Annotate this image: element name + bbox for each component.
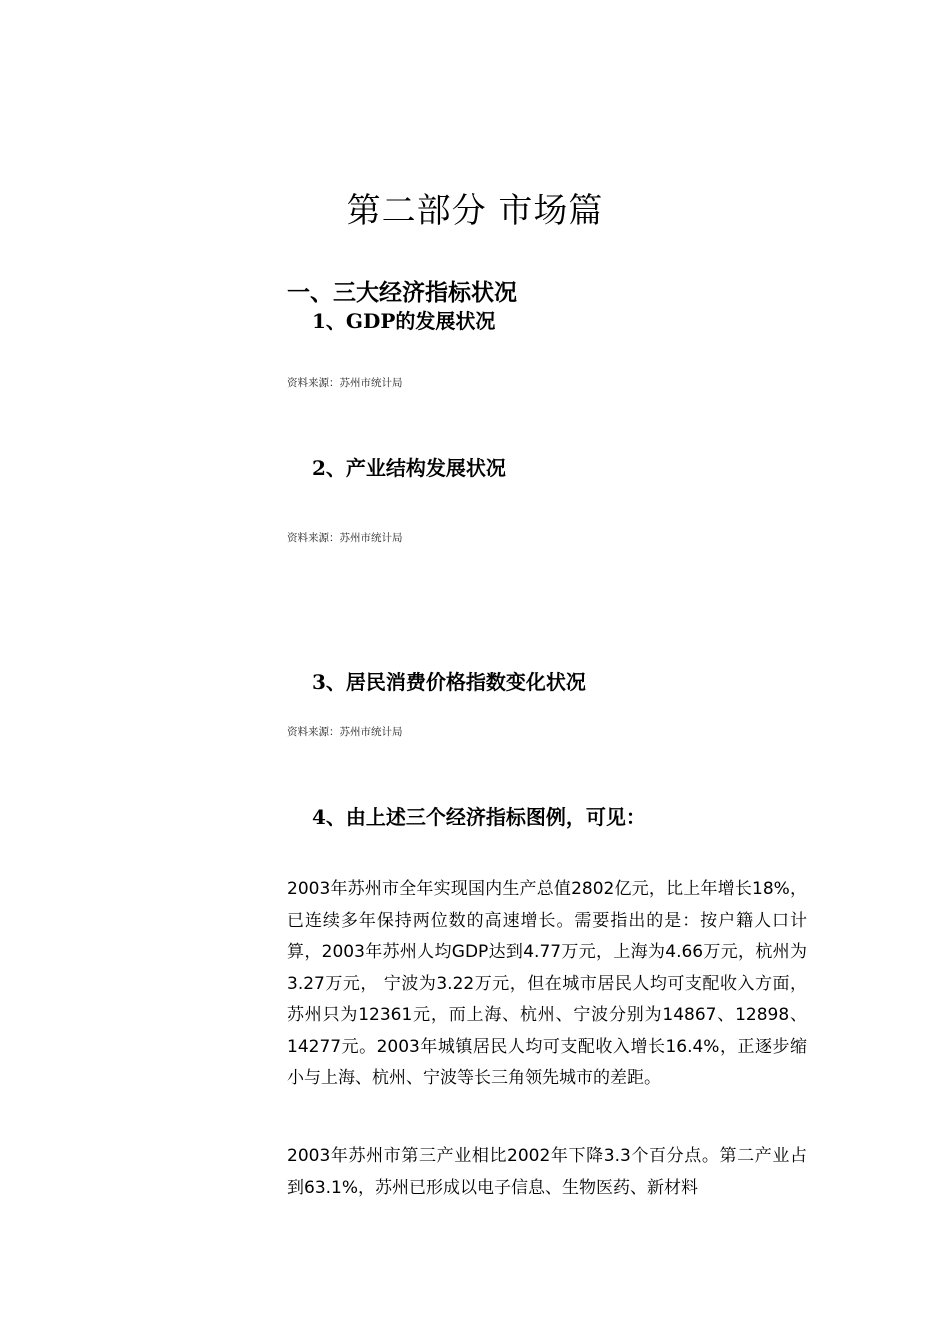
source-note-industry-structure: 资料来源：苏州市统计局 <box>287 532 403 544</box>
subsection-heading-industry-structure: 2、产业结构发展状况 <box>312 456 506 480</box>
paragraph-gdp-analysis: 2003年苏州市全年实现国内生产总值2802亿元，比上年增长18%，已连续多年保持两位数的高速增长。需要指出的是：按户籍人口计算，2003年苏州人均GDP达到4.77万元，上海为4.66万元，杭州为3.27万元， 宁波为3.22万元，但在城市居民人均可支配收入方面，苏州只为12361元，而上海、杭州、宁波分别为14867、12898、14277元。2003年城镇居民人均可支配收入增长16.4%，正逐步缩小与上海、杭州、宁波等长三角领先城市的差距。 <box>287 879 807 1088</box>
source-note-cpi: 资料来源：苏州市统计局 <box>287 726 403 738</box>
subsection-heading-gdp: 1、GDP的发展状况 <box>312 309 496 333</box>
source-note-gdp: 资料来源：苏州市统计局 <box>287 377 403 389</box>
subsection-heading-cpi: 3、居民消费价格指数变化状况 <box>312 670 586 694</box>
section-heading-economic-indicators: 一、三大经济指标状况 <box>287 279 517 306</box>
paragraph-industry-analysis: 2003年苏州市第三产业相比2002年下降3.3个百分点。第二产业占到63.1%，苏州已形成以电子信息、生物医药、新材料 <box>287 1146 807 1198</box>
page-title: 第二部分 市场篇 <box>346 191 604 231</box>
subsection-heading-conclusion: 4、由上述三个经济指标图例，可见： <box>312 805 646 829</box>
